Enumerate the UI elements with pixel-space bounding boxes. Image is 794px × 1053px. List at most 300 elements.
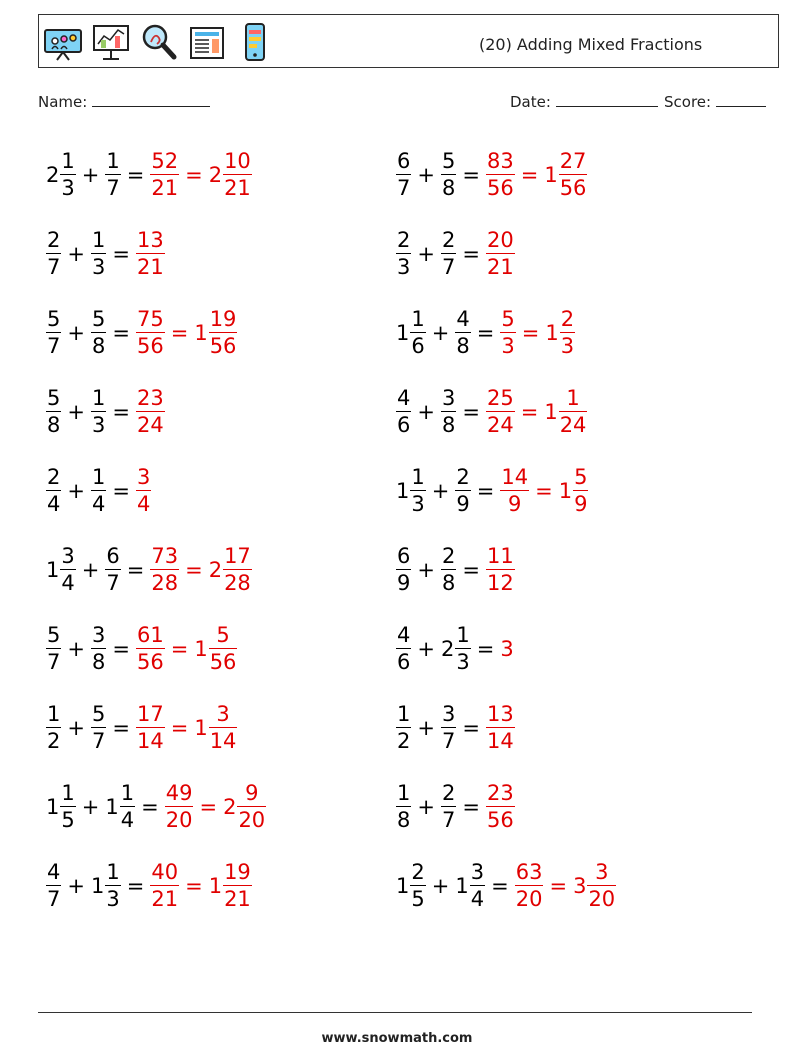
fraction xyxy=(559,151,588,199)
numerator: 23 xyxy=(486,781,514,805)
problem-12 xyxy=(396,540,515,600)
whole-number: 1 xyxy=(194,637,208,661)
numerator: 2 xyxy=(441,544,456,568)
denominator: 9 xyxy=(574,492,588,516)
denominator: 56 xyxy=(209,650,237,674)
numerator: 19 xyxy=(209,307,237,331)
second-addend xyxy=(441,151,456,199)
problem-8 xyxy=(396,382,587,442)
whole-number: 1 xyxy=(396,321,410,345)
second-addend xyxy=(441,388,456,436)
second-addend xyxy=(441,704,456,752)
denominator: 56 xyxy=(486,176,514,200)
denominator: 3 xyxy=(61,176,75,200)
denominator: 56 xyxy=(209,334,237,358)
answer-equals-sign: = xyxy=(170,637,189,661)
whole-number: 1 xyxy=(208,874,223,898)
answer-equals-sign: = xyxy=(185,558,203,582)
numerator: 1 xyxy=(397,781,411,805)
denominator: 6 xyxy=(397,650,411,674)
first-addend xyxy=(396,862,426,910)
fraction xyxy=(60,151,75,199)
denominator: 3 xyxy=(560,334,575,358)
denominator: 56 xyxy=(136,334,164,358)
first-addend xyxy=(46,783,76,831)
denominator: 9 xyxy=(456,492,470,516)
fraction xyxy=(396,151,411,199)
denominator: 21 xyxy=(486,255,514,279)
first-addend xyxy=(396,309,426,357)
answer-improper-fraction xyxy=(486,546,515,594)
numerator: 3 xyxy=(61,544,75,568)
answer-mixed-number xyxy=(209,151,252,199)
denominator: 8 xyxy=(441,413,456,437)
fraction xyxy=(105,151,120,199)
equals-sign: = xyxy=(112,637,130,661)
equals-sign: = xyxy=(462,400,480,424)
second-addend xyxy=(91,230,106,278)
fraction xyxy=(209,309,238,357)
denominator: 24 xyxy=(486,413,514,437)
numerator: 5 xyxy=(47,623,61,647)
second-addend xyxy=(105,151,120,199)
denominator: 7 xyxy=(47,255,61,279)
score-label: Score: xyxy=(664,93,712,111)
answer xyxy=(136,704,237,752)
numerator: 4 xyxy=(397,623,411,647)
numerator: 5 xyxy=(91,307,106,331)
equals-sign: = xyxy=(462,716,480,740)
problem-18 xyxy=(396,777,515,837)
numerator: 5 xyxy=(91,702,106,726)
answer xyxy=(500,637,513,661)
denominator: 9 xyxy=(508,492,522,516)
numerator: 17 xyxy=(224,544,251,568)
denominator: 8 xyxy=(397,808,411,832)
answer-mixed-number xyxy=(194,704,237,752)
answer-improper-fraction xyxy=(165,783,194,831)
equals-sign: = xyxy=(112,479,130,503)
fraction xyxy=(91,309,106,357)
denominator: 8 xyxy=(91,334,106,358)
equals-sign: = xyxy=(112,321,130,345)
fraction xyxy=(46,230,61,278)
fraction xyxy=(559,388,588,436)
problem-20 xyxy=(396,856,616,916)
first-addend xyxy=(396,467,426,515)
first-addend xyxy=(396,783,411,831)
numerator: 49 xyxy=(165,781,193,805)
whole-number: 1 xyxy=(544,400,558,424)
second-addend xyxy=(455,467,470,515)
second-addend xyxy=(441,546,456,594)
fraction xyxy=(396,704,411,752)
denominator: 24 xyxy=(559,413,587,437)
numerator: 1 xyxy=(566,386,580,410)
plus-sign: + xyxy=(67,242,85,266)
first-addend xyxy=(46,388,61,436)
answer-equals-sign: = xyxy=(520,400,539,424)
second-addend xyxy=(441,783,456,831)
fraction xyxy=(573,467,588,515)
second-addend xyxy=(91,862,121,910)
numerator: 13 xyxy=(486,702,514,726)
problem-1 xyxy=(46,145,252,205)
first-addend xyxy=(46,151,76,199)
denominator: 56 xyxy=(559,176,587,200)
denominator: 7 xyxy=(397,176,411,200)
fraction xyxy=(91,467,106,515)
denominator: 4 xyxy=(91,492,106,516)
numerator: 6 xyxy=(106,544,120,568)
numerator: 27 xyxy=(559,149,587,173)
answer-improper-fraction xyxy=(136,625,165,673)
second-addend xyxy=(91,625,106,673)
answer-improper-fraction xyxy=(150,546,179,594)
problem-6 xyxy=(396,303,575,363)
problem-2 xyxy=(396,145,587,205)
answer-improper-fraction xyxy=(136,230,165,278)
numerator: 9 xyxy=(245,781,259,805)
whole-number: 1 xyxy=(455,874,469,898)
denominator: 4 xyxy=(120,808,135,832)
problem-7 xyxy=(46,382,165,442)
equals-sign: = xyxy=(462,795,480,819)
answer xyxy=(150,546,251,594)
answer-mixed-number xyxy=(209,546,252,594)
denominator: 7 xyxy=(441,729,456,753)
numerator: 25 xyxy=(486,386,514,410)
denominator: 7 xyxy=(91,729,106,753)
plus-sign: + xyxy=(81,558,100,582)
plus-sign: + xyxy=(67,400,85,424)
whole-number: 2 xyxy=(46,163,60,187)
numerator: 10 xyxy=(224,149,251,173)
first-addend xyxy=(46,309,61,357)
fraction xyxy=(441,230,456,278)
numerator: 1 xyxy=(411,307,425,331)
fraction xyxy=(46,388,61,436)
answer-improper-fraction xyxy=(486,151,515,199)
answer-equals-sign: = xyxy=(185,874,203,898)
denominator: 21 xyxy=(151,887,179,911)
fraction xyxy=(441,704,456,752)
first-addend xyxy=(46,704,61,752)
whole-number: 1 xyxy=(396,874,410,898)
answer-equals-sign: = xyxy=(199,795,218,819)
first-addend xyxy=(396,704,411,752)
whole-number: 1 xyxy=(46,558,60,582)
answer-improper-fraction xyxy=(486,783,515,831)
problem-17 xyxy=(46,777,266,837)
denominator: 7 xyxy=(47,650,61,674)
denominator: 7 xyxy=(47,334,61,358)
numerator: 1 xyxy=(106,860,120,884)
whole-number: 1 xyxy=(105,795,119,819)
second-addend xyxy=(91,467,106,515)
denominator: 8 xyxy=(47,413,61,437)
equals-sign: = xyxy=(476,479,495,503)
denominator: 21 xyxy=(151,176,179,200)
whole-number: 1 xyxy=(90,874,105,898)
numerator: 40 xyxy=(151,860,179,884)
equals-sign: = xyxy=(141,795,159,819)
denominator: 56 xyxy=(136,650,164,674)
numerator: 6 xyxy=(397,544,411,568)
answer xyxy=(136,309,237,357)
numerator: 3 xyxy=(595,860,609,884)
second-addend xyxy=(105,783,135,831)
numerator: 4 xyxy=(456,307,470,331)
problem-14 xyxy=(396,619,514,679)
fraction xyxy=(46,862,61,910)
fraction xyxy=(105,546,120,594)
denominator: 2 xyxy=(47,729,61,753)
date-label: Date: xyxy=(510,93,551,111)
fraction xyxy=(91,625,106,673)
denominator: 3 xyxy=(91,413,106,437)
numerator: 61 xyxy=(136,623,164,647)
fraction xyxy=(441,388,456,436)
fraction xyxy=(410,309,425,357)
fraction xyxy=(91,704,106,752)
plus-sign: + xyxy=(417,795,435,819)
whole-number: 2 xyxy=(208,163,223,187)
numerator: 2 xyxy=(47,228,61,252)
numerator: 17 xyxy=(136,702,164,726)
fraction xyxy=(46,309,61,357)
denominator: 7 xyxy=(441,808,456,832)
denominator: 7 xyxy=(106,176,120,200)
numerator: 4 xyxy=(47,860,61,884)
numerator: 2 xyxy=(441,781,456,805)
numerator: 5 xyxy=(574,465,588,489)
numerator: 83 xyxy=(486,149,514,173)
answer-improper-fraction xyxy=(150,862,179,910)
answer-whole: 3 xyxy=(500,637,514,661)
problem-13 xyxy=(46,619,237,679)
plus-sign: + xyxy=(431,479,450,503)
second-addend xyxy=(91,388,106,436)
numerator: 1 xyxy=(91,465,106,489)
answer-mixed-number xyxy=(559,467,589,515)
answer-improper-fraction xyxy=(486,230,515,278)
fraction xyxy=(46,625,61,673)
fraction xyxy=(223,546,252,594)
answer-improper-fraction xyxy=(136,309,165,357)
equals-sign: = xyxy=(462,242,480,266)
footer-divider xyxy=(38,1012,752,1013)
denominator: 8 xyxy=(441,571,456,595)
fraction xyxy=(396,230,411,278)
answer-mixed-number xyxy=(223,783,266,831)
plus-sign: + xyxy=(67,479,85,503)
denominator: 3 xyxy=(397,255,411,279)
answer xyxy=(500,467,588,515)
fraction xyxy=(560,309,575,357)
plus-sign: + xyxy=(67,637,85,661)
problem-15 xyxy=(46,698,237,758)
first-addend xyxy=(396,625,411,673)
answer-improper-fraction xyxy=(150,151,179,199)
numerator: 1 xyxy=(61,781,75,805)
fraction xyxy=(410,467,425,515)
first-addend xyxy=(396,546,411,594)
plus-sign: + xyxy=(417,558,435,582)
problem-10 xyxy=(396,461,588,521)
second-addend xyxy=(91,704,106,752)
denominator: 3 xyxy=(91,255,106,279)
denominator: 4 xyxy=(61,571,75,595)
fraction xyxy=(105,862,120,910)
numerator: 3 xyxy=(91,623,106,647)
equals-sign: = xyxy=(112,242,130,266)
second-addend xyxy=(105,546,120,594)
denominator: 14 xyxy=(136,729,164,753)
problem-5 xyxy=(46,303,237,363)
answer-equals-sign: = xyxy=(521,321,540,345)
answer xyxy=(486,783,515,831)
numerator: 3 xyxy=(441,386,456,410)
answer-mixed-number xyxy=(573,862,616,910)
numerator: 5 xyxy=(441,149,456,173)
whole-number: 2 xyxy=(223,795,237,819)
fraction xyxy=(396,625,411,673)
name-label: Name: xyxy=(38,93,88,111)
problem-9 xyxy=(46,461,151,521)
denominator: 7 xyxy=(47,887,61,911)
plus-sign: + xyxy=(417,637,435,661)
equals-sign: = xyxy=(112,716,130,740)
answer-improper-fraction xyxy=(136,704,165,752)
denominator: 20 xyxy=(515,887,543,911)
second-addend xyxy=(91,309,106,357)
fraction xyxy=(223,151,252,199)
fraction xyxy=(396,388,411,436)
plus-sign: + xyxy=(81,163,100,187)
answer-mixed-number xyxy=(194,625,237,673)
denominator: 4 xyxy=(136,492,151,516)
equals-sign: = xyxy=(476,321,495,345)
answer xyxy=(486,546,515,594)
second-addend xyxy=(441,230,456,278)
first-addend xyxy=(46,862,61,910)
numerator: 63 xyxy=(515,860,543,884)
numerator: 23 xyxy=(136,386,164,410)
answer xyxy=(136,388,165,436)
whole-number: 3 xyxy=(573,874,587,898)
denominator: 7 xyxy=(441,255,456,279)
equals-sign: = xyxy=(462,558,480,582)
numerator: 1 xyxy=(91,386,106,410)
denominator: 14 xyxy=(209,729,237,753)
numerator: 11 xyxy=(486,544,514,568)
answer-mixed-number xyxy=(545,309,575,357)
plus-sign: + xyxy=(67,321,85,345)
numerator: 2 xyxy=(441,228,456,252)
fraction xyxy=(60,546,75,594)
plus-sign: + xyxy=(67,874,85,898)
answer xyxy=(150,151,251,199)
numerator: 1 xyxy=(120,781,135,805)
whole-number: 1 xyxy=(558,479,573,503)
fraction xyxy=(223,862,252,910)
numerator: 2 xyxy=(456,465,470,489)
denominator: 3 xyxy=(411,492,425,516)
problem-4 xyxy=(396,224,515,284)
denominator: 3 xyxy=(106,887,120,911)
numerator: 14 xyxy=(501,465,529,489)
answer-improper-fraction xyxy=(486,704,515,752)
plus-sign: + xyxy=(431,321,450,345)
numerator: 5 xyxy=(501,307,515,331)
answer-mixed-number xyxy=(194,309,237,357)
equals-sign: = xyxy=(126,874,145,898)
whole-number: 1 xyxy=(545,321,559,345)
answer-equals-sign: = xyxy=(170,321,189,345)
answer xyxy=(486,151,587,199)
first-addend xyxy=(396,230,411,278)
answer-mixed-number xyxy=(544,388,587,436)
answer xyxy=(486,388,587,436)
denominator: 20 xyxy=(238,808,266,832)
denominator: 4 xyxy=(470,887,485,911)
plus-sign: + xyxy=(431,874,450,898)
whole-number: 1 xyxy=(396,479,410,503)
first-addend xyxy=(396,151,411,199)
denominator: 3 xyxy=(456,650,470,674)
fraction xyxy=(46,467,61,515)
denominator: 6 xyxy=(397,413,411,437)
answer-equals-sign: = xyxy=(170,716,189,740)
first-addend xyxy=(396,388,411,436)
numerator: 20 xyxy=(486,228,514,252)
numerator: 1 xyxy=(61,149,75,173)
answer-mixed-number xyxy=(544,151,587,199)
fraction xyxy=(396,546,411,594)
fraction xyxy=(470,862,485,910)
answer-equals-sign: = xyxy=(520,163,539,187)
answer-improper-fraction xyxy=(515,862,544,910)
worksheet-title: (20) Adding Mixed Fractions xyxy=(479,35,703,54)
equals-sign: = xyxy=(462,163,480,187)
answer xyxy=(136,230,165,278)
plus-sign: + xyxy=(417,242,435,266)
fraction xyxy=(60,783,75,831)
denominator: 56 xyxy=(486,808,514,832)
denominator: 6 xyxy=(411,334,425,358)
fraction xyxy=(441,783,456,831)
fraction xyxy=(91,388,106,436)
denominator: 28 xyxy=(224,571,251,595)
answer xyxy=(486,230,515,278)
fraction xyxy=(410,862,425,910)
denominator: 24 xyxy=(136,413,164,437)
denominator: 14 xyxy=(486,729,514,753)
fraction xyxy=(209,704,238,752)
whole-number: 1 xyxy=(194,716,208,740)
answer-improper-fraction xyxy=(500,309,515,357)
numerator: 5 xyxy=(216,623,230,647)
plus-sign: + xyxy=(417,400,435,424)
numerator: 75 xyxy=(136,307,164,331)
denominator: 8 xyxy=(441,176,456,200)
numerator: 6 xyxy=(397,149,411,173)
first-addend xyxy=(46,230,61,278)
first-addend xyxy=(46,625,61,673)
plus-sign: + xyxy=(417,716,435,740)
plus-sign: + xyxy=(67,716,85,740)
